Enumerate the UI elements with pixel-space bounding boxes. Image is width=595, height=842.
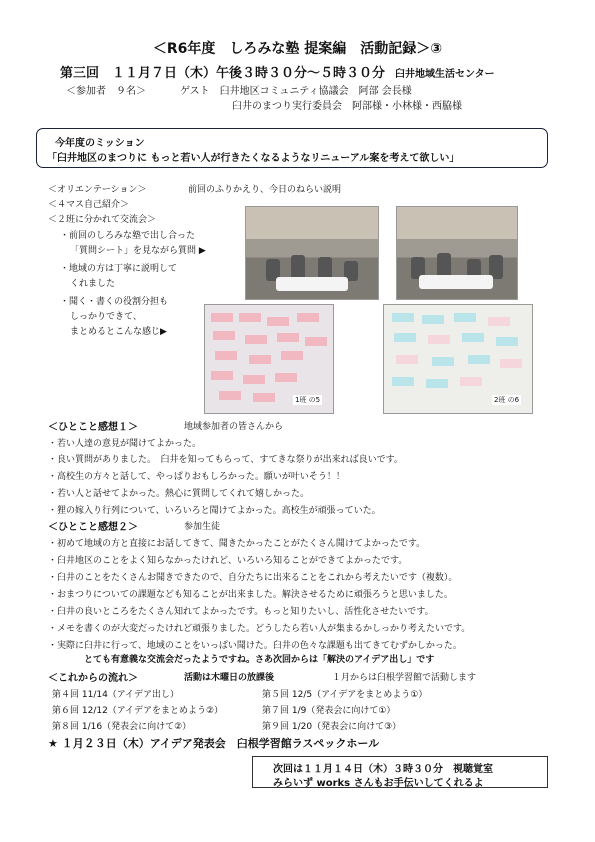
orientation-label: ＜オリエンテーション＞ xyxy=(48,185,147,195)
impressions1-sub: 地域参加者の皆さんから xyxy=(184,422,284,432)
impression2-item: ・メモを書くのが大変だったけれど頑張りました。どうしたら若い人が集まるかしっかり考えたいです。 xyxy=(48,624,471,634)
schedule-item: 第４回 11/14（アイデア出し） xyxy=(52,690,179,700)
flow-sub: 活動は木曜日の放課後 xyxy=(184,673,275,683)
groups-label: ＜２班に分かれて交流会＞ xyxy=(48,215,157,225)
bullet-2: ・地域の方は丁寧に説明して xyxy=(60,264,178,274)
impressions2-sub: 参加生徒 xyxy=(184,522,221,532)
guest-2: 臼井のまつり実行委員会 阿部様・小林様・西脇様 xyxy=(232,101,462,112)
impression2-item: ・実際に臼井に行って、地域のことをいっぱい聞けた。臼井の色々な課題も出てきてむずかしかった。 xyxy=(48,641,462,651)
board-label-2: 2班 の6 xyxy=(494,396,520,404)
schedule-item: 第６回 12/12（アイデアをまとめよう②） xyxy=(52,706,224,716)
impressions2-heading: ＜ひとこと感想２＞ xyxy=(48,522,138,533)
schedule-item: 第５回 12/5（アイデアをまとめよう①） xyxy=(262,690,428,700)
impression2-item: ・臼井のことをたくさんお聞きできたので、自分たちに出来ることをこれから考えたいです（複数）。 xyxy=(48,573,458,583)
bullet-1: ・前回のしろみな塾で出し合った xyxy=(60,231,196,241)
impressions1-heading: ＜ひとこと感想１＞ xyxy=(48,422,138,433)
schedule-item: 第９回 1/20（発表会に向けて③） xyxy=(262,722,402,732)
board-photo-1 xyxy=(204,304,334,414)
impression2-item: ・臼井地区のことをよく知らなかったけれど、いろいろ知ることができてよかったです。 xyxy=(48,556,408,566)
orientation-desc: 前回のふりかえり、今日のねらい説明 xyxy=(188,185,342,195)
session-venue: 臼井地域生活センター xyxy=(395,69,495,80)
next-session-line2: みらいず works さんもお手伝いしてくれるよ xyxy=(273,778,484,789)
page-title: ＜R6年度 しろみな塾 提案編 活動記録＞③ xyxy=(152,41,443,57)
session-date: 第三回 １１月７日（木）午後３時３０分～５時３０分 xyxy=(60,66,386,81)
flow-note: １月からは臼根学習館で活動します xyxy=(332,673,477,683)
impression2-item: ・臼井の良いところをたくさん知れてよかったです。もっと知りたいし、活性化させたいです。 xyxy=(48,607,434,617)
next-session-box xyxy=(252,756,548,788)
impression1-item: ・良い質問がありました。 臼井を知ってもらって、すてきな祭りが出来れば良いです。 xyxy=(48,455,403,465)
participants-count: ＜参加者 ９名＞ xyxy=(66,86,146,97)
next-session-line1: 次回は１１月１４日（木）３時３０分 視聴覚室 xyxy=(273,764,493,775)
mission-box xyxy=(36,128,548,168)
schedule-item: 第７回 1/9（発表会に向けて①） xyxy=(262,706,396,716)
mission-body: 「臼井地区のまつりに もっと若い人が行きたくなるようなリニューアル案を考えて欲しい」 xyxy=(47,153,460,164)
bullet-3: ・聞く・書くの役割分担も xyxy=(60,297,169,307)
impression2-item: ・おまつりについての課題なども知ることが出来ました。解決させるために頑張ろうと思いました。 xyxy=(48,590,453,600)
bullet-3b: しっかりできて、 xyxy=(70,312,142,322)
board-label-1: 1班 の5 xyxy=(295,396,321,404)
intro-label: ＜４マス自己紹介＞ xyxy=(48,200,130,210)
impression1-item: ・若い人達の意見が聞けてよかった。 xyxy=(48,439,202,449)
impression1-item: ・高校生の方々と話して、やっぱりおもしろかった。願いが叶いそう！！ xyxy=(48,472,345,482)
guest-1: ゲスト 臼井地区コミュニティ協議会 阿部 会長様 xyxy=(180,86,412,97)
bullet-1b: 「質問シート」を見ながら質問 ▶ xyxy=(70,246,206,256)
mission-title: 今年度のミッション xyxy=(55,138,145,149)
impressions2-closing: とても有意義な交流会だったようですね。さあ次回からは「解決のアイデア出し」です xyxy=(84,655,435,665)
participants-line xyxy=(66,82,412,97)
impression2-item: ・初めて地域の方と直接にお話してきて、聞きたかったことがたくさん聞けてよかったです。 xyxy=(48,539,426,549)
board-photo-2 xyxy=(383,304,533,414)
schedule-item: 第８回 1/16（発表会に向けて②） xyxy=(52,722,192,732)
bullet-2b: くれました xyxy=(70,279,116,289)
group-photo-1 xyxy=(245,206,379,300)
session-heading xyxy=(60,62,495,81)
bullet-3c: まとめるとこんな感じ▶ xyxy=(70,327,167,337)
impression1-item: ・若い人と話せてよかった。熱心に質問してくれて嬉しかった。 xyxy=(48,489,310,499)
final-presentation: ★ １月２３日（木）アイデア発表会 臼根学習館ラスペックホール xyxy=(48,737,380,750)
group-photo-2 xyxy=(396,206,518,300)
impression1-item: ・狸の嫁入り行列について、いろいろと聞けてよかった。高校生が頑張っていた。 xyxy=(48,506,381,516)
flow-heading: ＜これからの流れ＞ xyxy=(48,673,138,684)
